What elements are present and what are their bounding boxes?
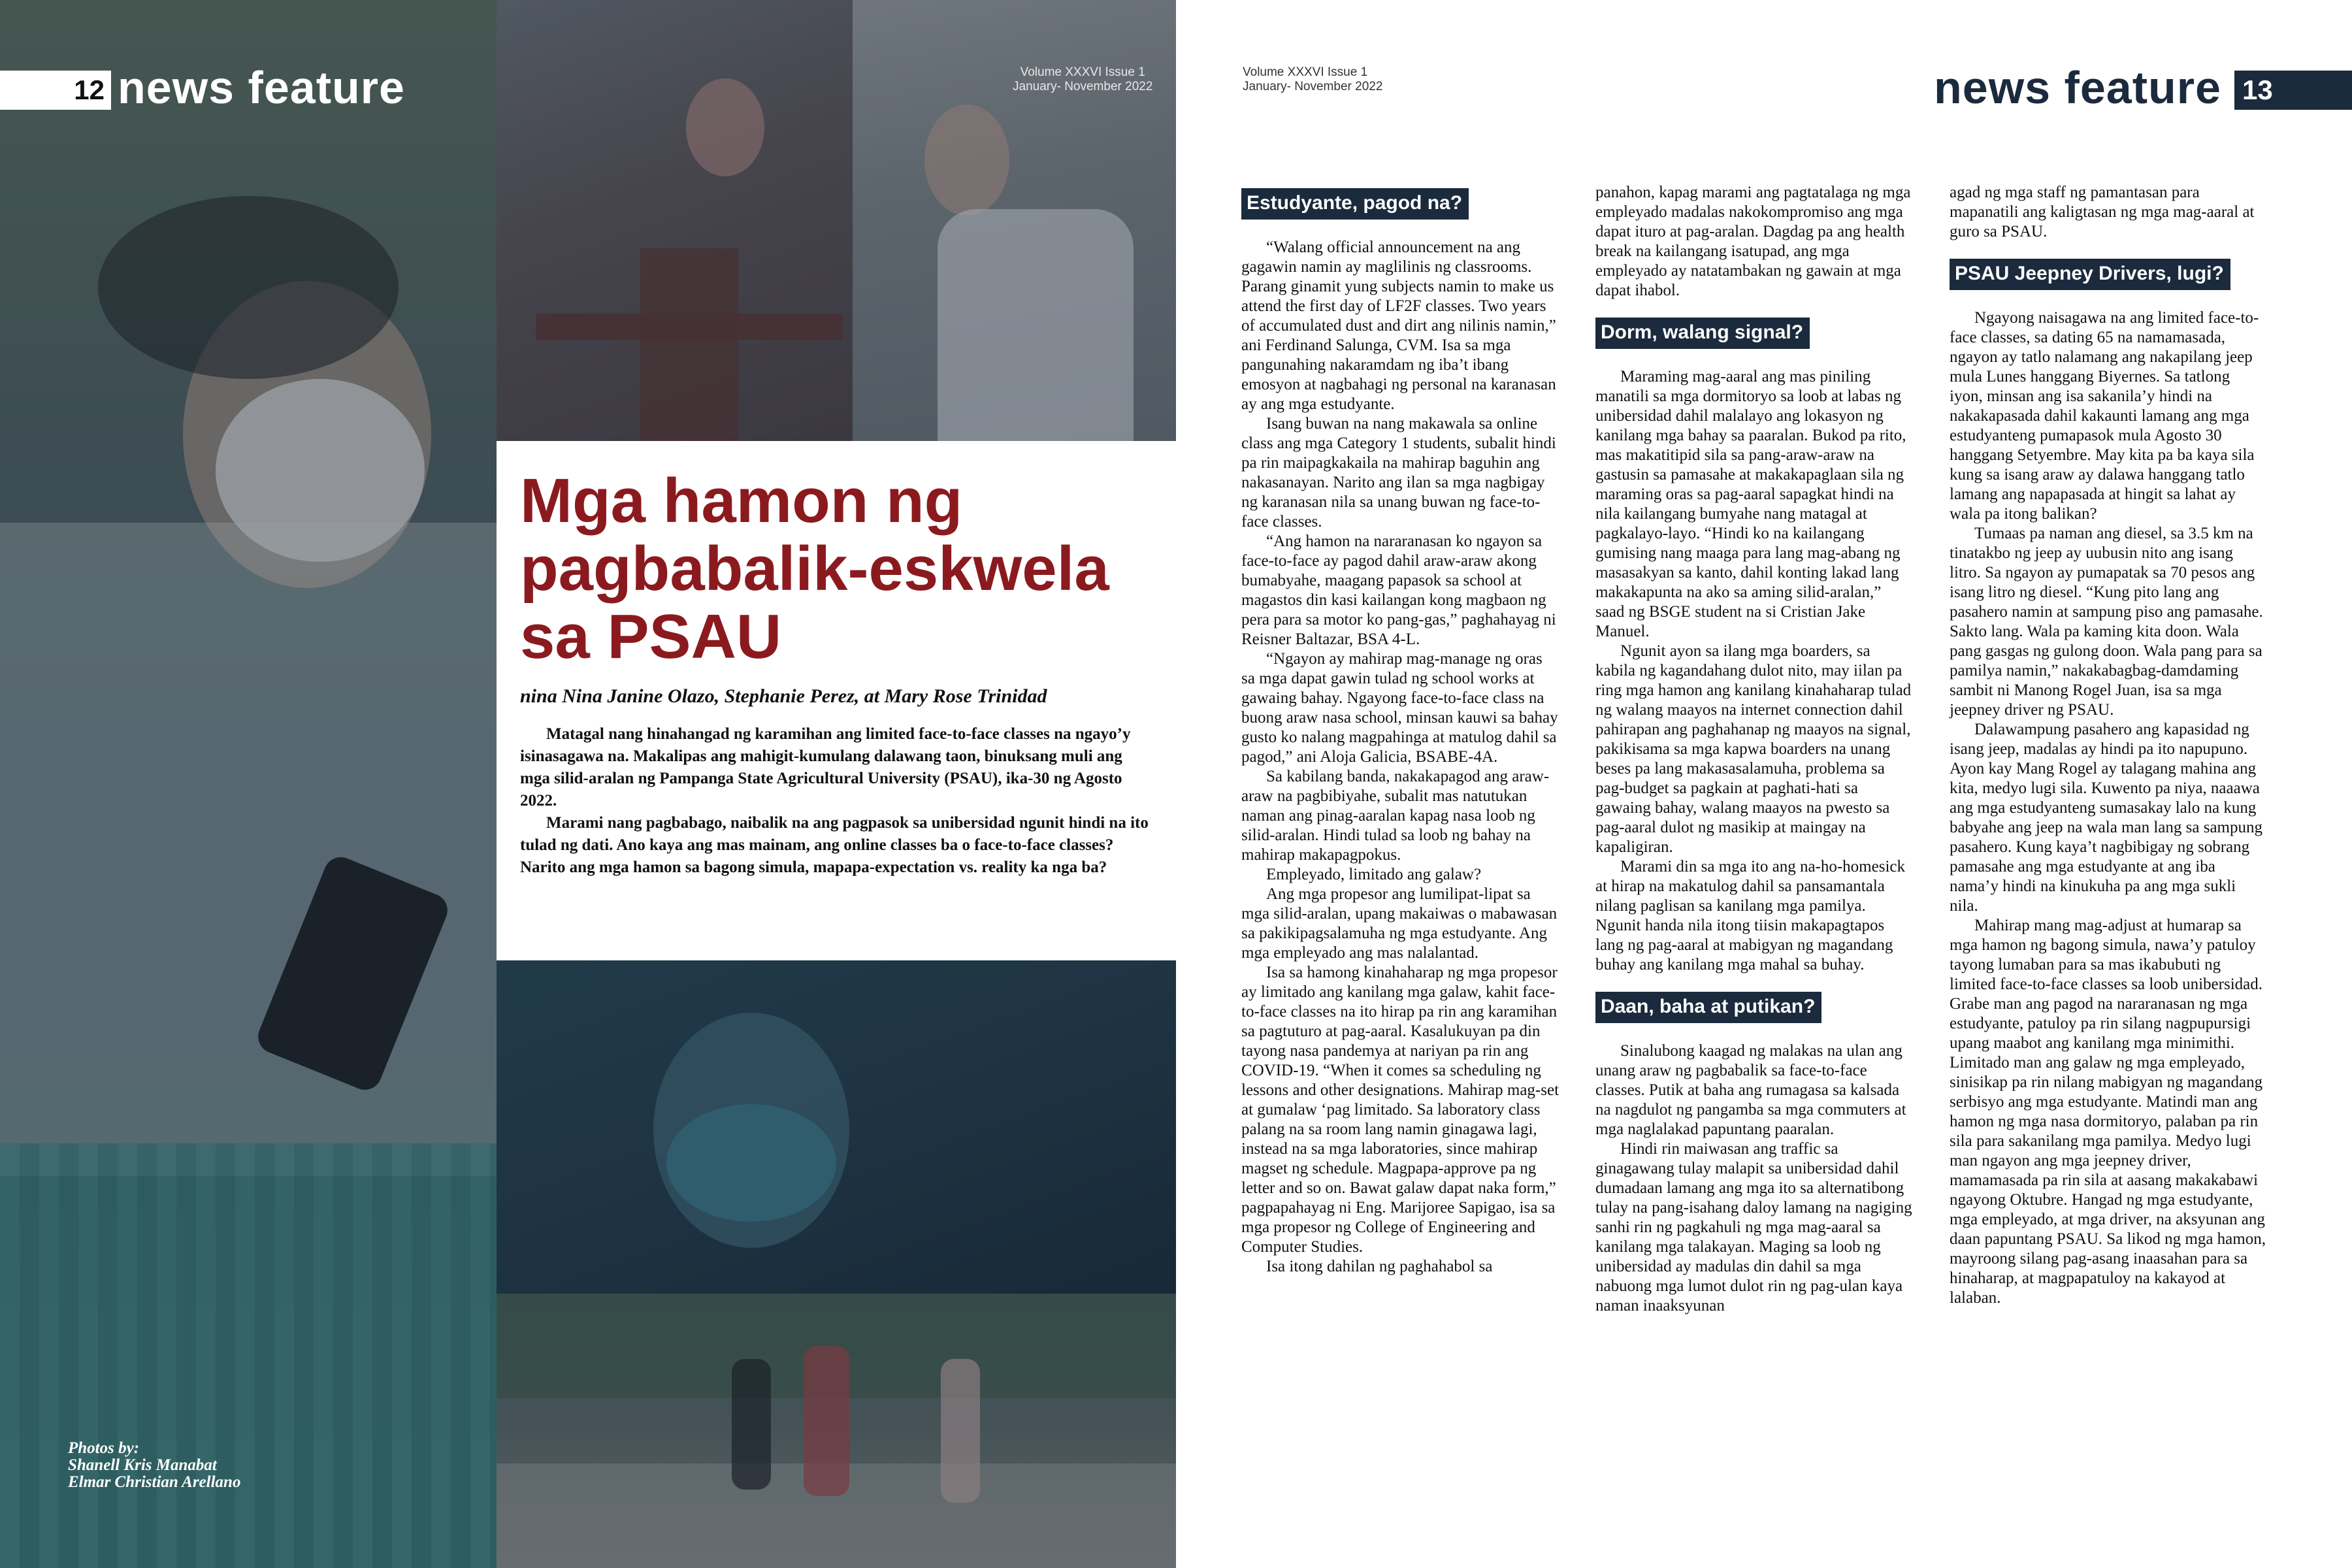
body-paragraph: Maraming mag-aaral ang mas piniling manatili sa mga dormitoryo sa loob at labas ng unibersidad dahil malalayo ang lokasyon ng kanilang mga bahay sa paaralan. Bukod pa rito, mas makatitipid sila sa pang-araw-araw na gastusin sa pamasahe at makakapaglaan sila ng maraming oras sa pag-aaral sapagkat hindi na nila kailangang bumyahe nang matagal at pagkalayo-layo. “Hindi ko na kailangang gumising nang maaga para lang mag-abang ng masasakyan sa kanto, dahil konting lakad lang makakapunta na ako sa aming silid-aralan,” saad ng BSGE student na si Cristian Jake Manuel.	[1595, 368, 1906, 640]
body-paragraph: agad ng mga staff ng pamantasan para mapanatili ang kaligtasan ng mga mag-aaral at guro sa PSAU.	[1950, 184, 2255, 240]
lede-paragraph: Matagal nang hinahangad ng karamihan ang limited face-to-face classes na ngayo’y isinasagawa na. Makalipas ang mahigit-kumulang dalawang taon, binuksang muli ang mga silid-aralan ng Pampanga State Agricultural University (PSAU), ika-30 ng Agosto 2022.	[520, 725, 1131, 809]
section-label-right: news feature	[1934, 62, 2221, 113]
photographer-name: Elmar Christian Arellano	[68, 1473, 241, 1491]
date-line: January- November 2022	[1013, 80, 1153, 93]
byline: nina Nina Janine Olazo, Stephanie Perez, at Mary Rose Trinidad	[520, 685, 1047, 707]
page-number-right: 13	[2234, 71, 2352, 110]
body-paragraph: “Ang hamon na nararanasan ko ngayon sa face-to-face ay pagod dahil araw-araw akong bumabyahe, maagang papasok sa school at magastos din kasi kailangan kong magbaon ng pera para sa motor ko pang-gas,” paghahayag ni Reisner Baltazar, BSA 4-L.	[1241, 532, 1556, 648]
article-column-1	[1241, 183, 1559, 1277]
lede-paragraph: Marami nang pagbabago, naibalik na ang pagpasok sa unibersidad ngunit hindi na ito tulad ng dati. Ano kaya ang mas mainam, ang online classes ba o face-to-face classes? Narito ang mga hamon sa bagong simula, mapapa-expectation vs. reality ka nga ba?	[520, 814, 1149, 876]
body-paragraph: Dalawampung pasahero ang kapasidad ng isang jeep, madalas ay hindi pa ito napupuno. Ayon kay Mang Rogel ay talagang mahina ang kita, medyo lugi sila. Kuwento pa niya, naaawa ang mga estudyanteng sumasakay lalo na kung babyahe ang jeep na wala man lang sa sampung pasahero. Kung kaya’t nagbibigay ng sobrang pamasahe ang mga estudyante at ang iba nama’y hindi na kinukuha pa ang mga sukli nila.	[1950, 721, 2262, 915]
body-paragraph: Marami din sa mga ito ang na-ho-homesick at hirap na makatulog dahil sa pansamantala nilang paglisan sa kanilang mga pamilya. Ngunit handa nila itong tiisin makapagtapos lang ng pag-aaral at mabigyan ng magandang buhay ang kanilang mga mahal sa buhay.	[1595, 858, 1905, 973]
subheading: Estudyante, pagod na?	[1241, 188, 1469, 220]
volume-line: Volume XXXVI Issue 1	[1243, 65, 1368, 79]
body-paragraph: Sinalubong kaagad ng malakas na ulan ang unang araw ng pagbabalik sa face-to-face classes. Putik at baha ang rumagasa sa kalsada na nagdulot ng pangamba sa mga commuters at mga naglalakad papuntang paaralan.	[1595, 1042, 1906, 1138]
article-column-3	[1950, 183, 2267, 1308]
body-paragraph: Hindi rin maiwasan ang traffic sa ginagawang tulay malapit sa unibersidad dahil dumadaan lamang ang mga ito sa alternatibong tulay na pang-isahang daloy lamang na nagiging sanhi rin ng pagkahuli ng mga mag-aaral sa kanilang mga talakayan. Maging sa loob ng unibersidad ay madulas din dahil sa mga nabuong mga lumot dulot rin ng pag-ulan kaya naman inaaksyunan	[1595, 1140, 1912, 1315]
body-paragraph: panahon, kapag marami ang pagtatalaga ng mga empleyado madalas nakokompromiso ang mga dapat ituro at pag-aralan. Dagdag pa ang health break na kailangang isatupad, ang mga empleyado ay natatambakan ng gawain at mga dapat ihabol.	[1595, 184, 1911, 299]
body-paragraph: “Walang official announcement na ang gagawin namin ay maglilinis ng classrooms. Parang ginamit yung subjects namin to make us attend the first day of LF2F classes. Two years of accumulated dust and dirt ang nilinis namin,” ani Ferdinand Salunga, CVM. Isa sa mga pangunahing nakaramdam ng iba’t ibang emosyon at nagbahagi ng personal na karanasan ay ang mga estudyante.	[1241, 238, 1556, 413]
photo-credits	[68, 1440, 240, 1491]
body-paragraph: Ang mga propesor ang lumilipat-lipat sa mga silid-aralan, upang makaiwas o mabawasan sa pakikipagsalamuha ng mga estudyante. Ang mga empleyado ang mas nalalantad.	[1241, 885, 1558, 962]
article-title: Mga hamon ng pagbabalik-eskwela sa PSAU	[520, 466, 1109, 672]
headline-box	[497, 441, 1176, 960]
section-label-left: news feature	[118, 62, 405, 113]
body-paragraph: Isang buwan na nang makawala sa online class ang mga Category 1 students, subalit hindi pa rin maipagkakaila na mahirap baguhin ang nakasanayan. Narito ang ilan sa mga nagbigay ng karanasan nila sa unang buwan ng face-to-face classes.	[1241, 415, 1556, 531]
photographer-name: Shanell Kris Manabat	[68, 1456, 217, 1474]
body-paragraph: Isa sa hamong kinahaharap ng mga propesor ay limitado ang kanilang mga galaw, kahit face-to-face classes na ito hirap pa rin ang karamihan sa pagtuturo at pag-aaral. Kasalukuyan pa din tayong nasa pandemya at nariyan pa rin ang COVID-19. “When it comes sa scheduling ng lessons and other designations. Mahirap mag-set at gumalaw ‘pag limitado. Sa laboratory class palang na sa room lang namin ginagawa lagi, instead na sa mga laboratories, since mahirap magset ng schedule. Magpapa-approve pa ng letter and so on. Bawat galaw dapat naka form,” pagpapahayag ni Eng. Marijoree Sapigao, isa sa mga propesor ng College of Engineering and Computer Studies.	[1241, 964, 1560, 1256]
subheading: PSAU Jeepney Drivers, lugi?	[1950, 259, 2230, 290]
body-paragraph: Tumaas pa naman ang diesel, sa 3.5 km na tinatakbo ng jeep ay uubusin nito ang isang litro. Sa ngayon ay pumapatak sa 70 pesos ang isang litro ng diesel. “Kung pito lang ang pasahero namin at sampung piso ang pamasahe. Sakto lang. Wala pa kaming kita doon. Wala pang gasgas ng gulong doon. Wala pang para sa pamilya namin,” nakakabagbag-damdaming sambit ni Manong Rogel Juan, isa sa mga jeepney driver ng PSAU.	[1950, 525, 2263, 719]
body-paragraph: Isa itong dahilan ng paghahabol sa	[1266, 1258, 1493, 1275]
body-paragraph: Sa kabilang banda, nakakapagod ang araw-araw na pagbibiyahe, subalit mas natutukan naman ang pinag-aaralan kapag nasa loob ng silid-aralan. Hindi tulad sa loob ng bahay na mahirap makapagpokus.	[1241, 768, 1550, 864]
volume-info-right	[1243, 65, 1382, 94]
volume-info-left	[1013, 65, 1152, 94]
credits-label: Photos by:	[68, 1439, 140, 1457]
body-paragraph: Ngayong naisagawa na ang limited face-to-face classes, sa dating 65 na namamasada, ngayon ay tatlo nalamang ang nakapilang jeep mula Lunes hanggang Biyernes. Sa tatlong iyon, minsan ang isa sakanila’y hindi na nakakapasada dahil kakaunti lamang ang mga estudyanteng pumapasok mula Agosto 30 hanggang Setyembre. May kita pa ba kaya sila kung sa isang araw ay dalawa hanggang tatlo lamang ang napapasada at hingit sa lahat ay wala pa itong balikan?	[1950, 309, 2259, 523]
page-number-left: 12	[0, 71, 111, 110]
body-paragraph: Mahirap mang mag-adjust at humarap sa mga hamon ng bagong simula, nawa’y patuloy tayong lumaban para sa mas ikabubuti ng limited face-to-face classes sa loob unibersidad. Grabe man ang pagod na nararanasan ng mga estudyante, patuloy pa rin silang nagpupursigi upang maabot ang kanilang mga minimithi. Limitado man ang galaw ng mga empleyado, sinisikap pa rin nilang mabigyan ng magandang serbisyo ang mga estudyante. Matindi man ang hamon ng mga nasa dormitoryo, palaban pa rin sila para sakanilang mga pamilya. Medyo lugi man ngayon ang mga jeepney driver, mamamasada pa rin sila at aasang makakabawi ngayong Oktubre. Hangad ng mga estudyante, mga empleyado, at mga driver, na aksyunan ang daan papuntang PSAU. Sa likod ng mga hamon, mayroong silang pag-asang inaasahan para sa hinaharap, at magpapatuloy na kakayod at lalaban.	[1950, 917, 2266, 1307]
subheading: Dorm, walang signal?	[1595, 318, 1810, 349]
body-paragraph: Ngunit ayon sa ilang mga boarders, sa kabila ng kagandahang dulot nito, may iilan pa ring mga hamon ang kanilang kinahaharap tulad ng walang maayos na internet connection dahil pahirapan ang paghahanap ng maayos na signal, pakikisama sa mga kapwa boarders na unang beses pa lang makasasalamuha, problema sa pag-budget sa pagkain at paghati-hati sa gawaing bahay, walang maayos na pwesto sa pag-aaral dulot ng masikip at maingay na kapaligiran.	[1595, 642, 1912, 856]
volume-line: Volume XXXVI Issue 1	[1020, 65, 1145, 79]
body-paragraph: Empleyado, limitado ang galaw?	[1266, 866, 1482, 883]
body-paragraph: “Ngayon ay mahirap mag-manage ng oras sa mga dapat gawin tulad ng school works at gawaing bahay. Ngayong face-to-face class na buong araw nasa school, minsan kauwi sa bahay gusto ko nalang magpahinga at matulog dahil sa pagod,” ani Aloja Galicia, BSABE-4A.	[1241, 650, 1558, 766]
date-line: January- November 2022	[1243, 80, 1383, 93]
article-column-2	[1595, 183, 1913, 1316]
subheading: Daan, baha at putikan?	[1595, 992, 1821, 1023]
